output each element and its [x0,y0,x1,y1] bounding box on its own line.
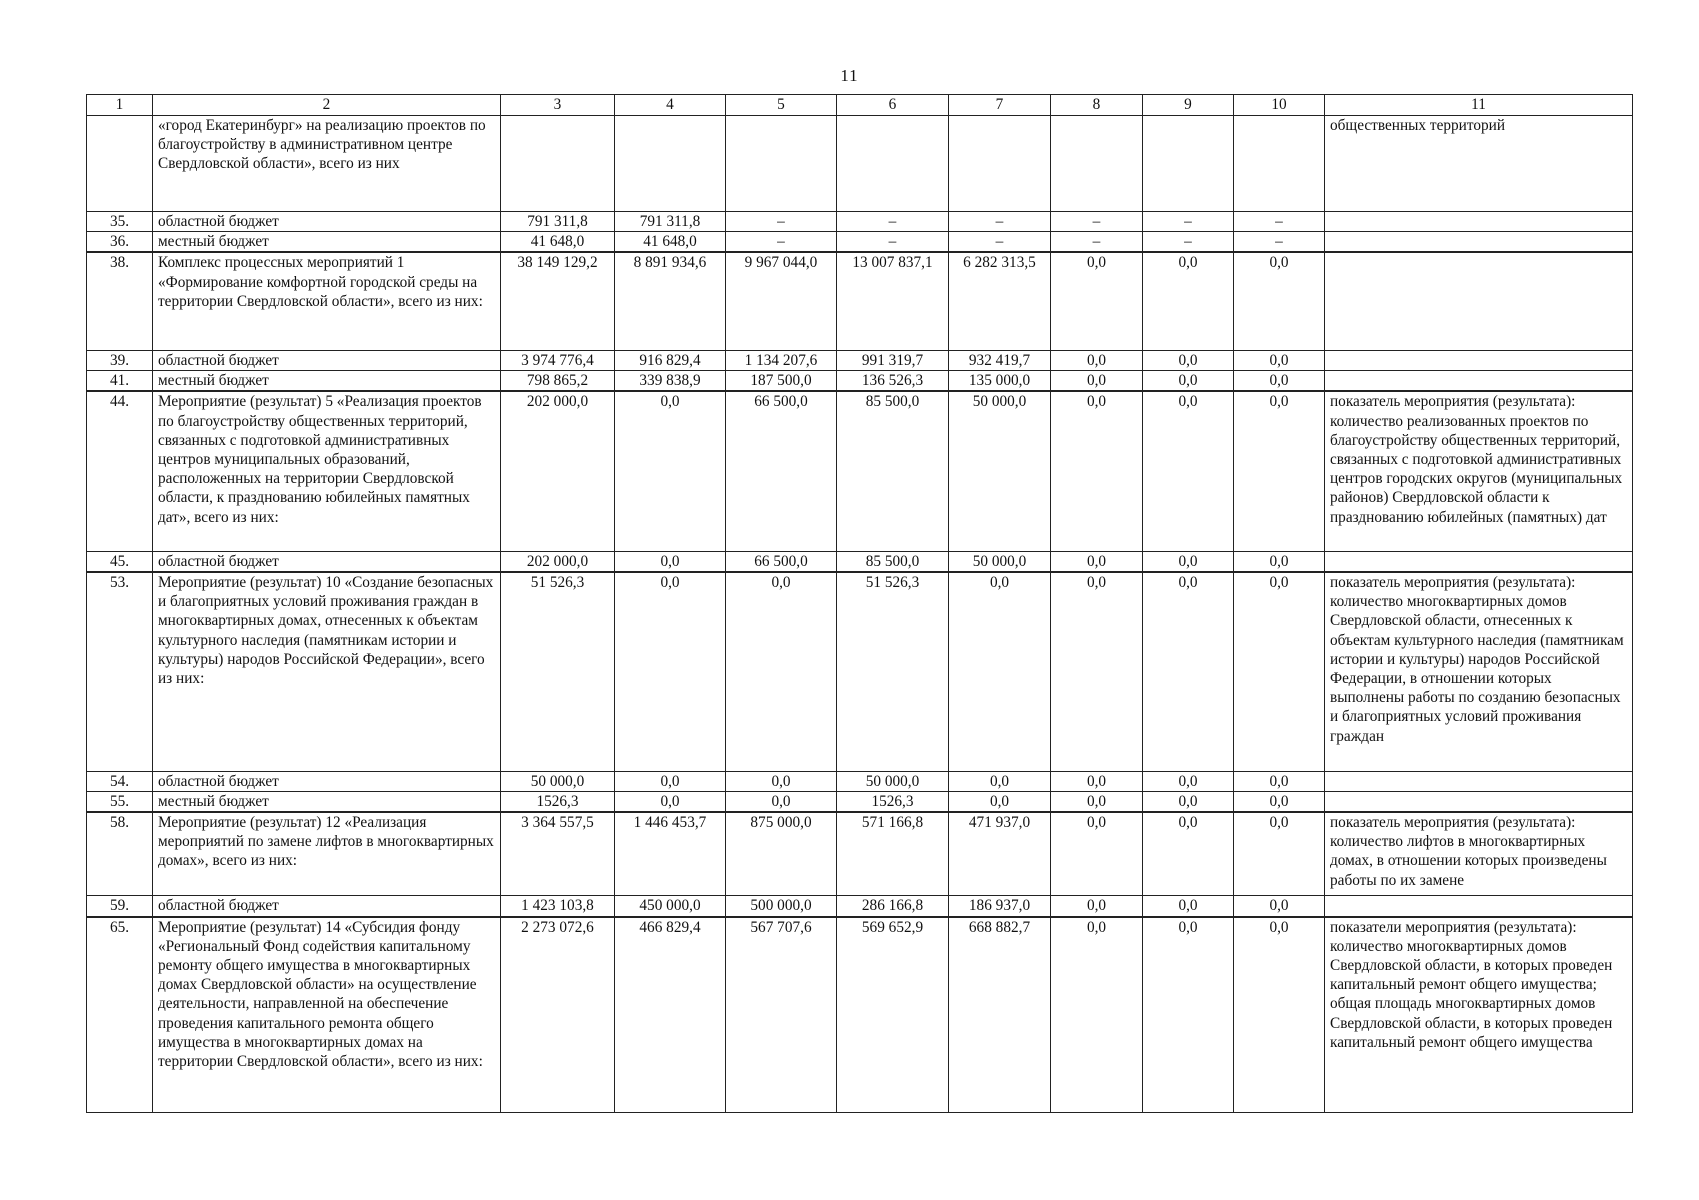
row-value: 50 000,0 [501,771,615,791]
row-value: 0,0 [1051,551,1143,572]
row-value: 50 000,0 [949,551,1051,572]
row-value: – [1143,212,1234,232]
column-header: 5 [726,95,837,116]
row-value: 186 937,0 [949,896,1051,917]
row-value: – [726,212,837,232]
row-value: 66 500,0 [726,551,837,572]
row-number: 38. [87,252,153,350]
row-value: 567 707,6 [726,917,837,1113]
row-value: 1526,3 [501,791,615,812]
row-value [615,116,726,212]
row-value: 875 000,0 [726,812,837,896]
table-row [87,116,1633,212]
header-row [87,95,1633,116]
table-row [87,371,1633,392]
row-name: Мероприятие (результат) 14 «Субсидия фонду «Региональный Фонд содействия капитальному ремонту общего имущества в многоквартирных домах Свердловской области» на осуществление деятельности, направленной на обеспечение проведения капитального ремонта общего имущества в многоквартирных домах на территории Свердловской области», всего из них: [153,917,501,1113]
column-header: 4 [615,95,726,116]
row-value: 0,0 [726,791,837,812]
row-value: 0,0 [615,791,726,812]
row-value: – [726,232,837,253]
row-value: 0,0 [1234,896,1325,917]
row-note [1325,252,1633,350]
row-value: 0,0 [1051,812,1143,896]
row-value: 0,0 [1051,771,1143,791]
row-number: 58. [87,812,153,896]
table-row [87,896,1633,917]
row-note: показатель мероприятия (результата): количество лифтов в многоквартирных домах, в отношении которых произведены работы по их замене [1325,812,1633,896]
row-note [1325,896,1633,917]
row-value: 0,0 [615,572,726,771]
row-value: 51 526,3 [501,572,615,771]
row-value: 0,0 [1143,572,1234,771]
row-value: 1 134 207,6 [726,350,837,370]
row-value: 1 446 453,7 [615,812,726,896]
row-number: 44. [87,391,153,551]
row-name: областной бюджет [153,551,501,572]
row-value: 0,0 [615,551,726,572]
column-header: 1 [87,95,153,116]
row-value: 8 891 934,6 [615,252,726,350]
row-note: общественных территорий [1325,116,1633,212]
row-value: 136 526,3 [837,371,949,392]
row-value: 85 500,0 [837,391,949,551]
row-value: 2 273 072,6 [501,917,615,1113]
row-value: 3 364 557,5 [501,812,615,896]
row-value: 0,0 [1051,391,1143,551]
row-value: 0,0 [1234,812,1325,896]
row-value [1143,116,1234,212]
row-value: 0,0 [615,771,726,791]
row-value: 791 311,8 [615,212,726,232]
row-value: 916 829,4 [615,350,726,370]
row-number: 65. [87,917,153,1113]
column-header: 8 [1051,95,1143,116]
page-number: 11 [840,66,859,85]
row-value: 0,0 [1143,896,1234,917]
row-value: 0,0 [949,791,1051,812]
row-number: 36. [87,232,153,253]
row-value: 0,0 [1143,371,1234,392]
row-name: Комплекс процессных мероприятий 1 «Формирование комфортной городской среды на территории Свердловской области», всего из них: [153,252,501,350]
row-value: 0,0 [726,771,837,791]
column-header: 6 [837,95,949,116]
row-name: областной бюджет [153,212,501,232]
row-number: 54. [87,771,153,791]
row-value: 1526,3 [837,791,949,812]
row-value: – [1143,232,1234,253]
row-value: 500 000,0 [726,896,837,917]
row-note [1325,371,1633,392]
row-value: – [1234,212,1325,232]
row-value: 0,0 [615,391,726,551]
row-value: 0,0 [1234,350,1325,370]
row-value [949,116,1051,212]
row-value: 0,0 [1234,391,1325,551]
row-note [1325,771,1633,791]
table-row [87,252,1633,350]
row-value: 0,0 [1051,791,1143,812]
row-note: показатель мероприятия (результата): количество многоквартирных домов Свердловской области, отнесенных к объектам культурного наследия (памятникам истории и культуры) народов Российской Федерации, в отношении которых выполнены работы по созданию безопасных и благоприятных условий проживания граждан [1325,572,1633,771]
row-value: 0,0 [1143,391,1234,551]
row-value: 571 166,8 [837,812,949,896]
row-value [726,116,837,212]
row-value: 9 967 044,0 [726,252,837,350]
row-value: – [837,212,949,232]
row-note [1325,232,1633,253]
row-value: 0,0 [1234,917,1325,1113]
row-name: областной бюджет [153,896,501,917]
row-value [837,116,949,212]
column-header: 10 [1234,95,1325,116]
row-value: 0,0 [1143,812,1234,896]
row-value: 0,0 [1234,551,1325,572]
row-value: 466 829,4 [615,917,726,1113]
table-row [87,917,1633,1113]
row-number: 35. [87,212,153,232]
row-value [501,116,615,212]
row-value: 0,0 [1234,791,1325,812]
row-name: местный бюджет [153,232,501,253]
table-row [87,350,1633,370]
row-name: областной бюджет [153,350,501,370]
row-note: показатели мероприятия (результата): количество многоквартирных домов Свердловской области, в которых проведен капитальный ремонт общего имущества; общая площадь многоквартирных домов Свердловской области, в которых проведен капитальный ремонт общего имущества [1325,917,1633,1113]
row-name: местный бюджет [153,371,501,392]
row-value: 991 319,7 [837,350,949,370]
row-note [1325,791,1633,812]
row-value: 3 974 776,4 [501,350,615,370]
row-value: 339 838,9 [615,371,726,392]
table-row [87,391,1633,551]
row-note [1325,350,1633,370]
row-name: Мероприятие (результат) 12 «Реализация мероприятий по замене лифтов в многоквартирных домах», всего из них: [153,812,501,896]
row-value: 450 000,0 [615,896,726,917]
row-value [1234,116,1325,212]
row-note [1325,551,1633,572]
row-value: 0,0 [1234,371,1325,392]
row-value: – [1234,232,1325,253]
row-value: 13 007 837,1 [837,252,949,350]
table-row [87,791,1633,812]
row-value: 932 419,7 [949,350,1051,370]
row-note: показатель мероприятия (результата): количество реализованных проектов по благоустройству общественных территорий, связанных с подготовкой административных центров городских округов (муниципальных районов) Свердловской области к празднованию юбилейных (памятных) дат [1325,391,1633,551]
row-value: 286 166,8 [837,896,949,917]
table-row [87,812,1633,896]
row-value: 0,0 [1143,791,1234,812]
row-name: Мероприятие (результат) 5 «Реализация проектов по благоустройству общественных территорий, связанных с подготовкой административных центров муниципальных образований, расположенных на территории Свердловской области, к празднованию юбилейных памятных дат», всего из них: [153,391,501,551]
row-value: 50 000,0 [949,391,1051,551]
row-number: 39. [87,350,153,370]
table-row [87,212,1633,232]
row-number: 55. [87,791,153,812]
row-value [1051,116,1143,212]
row-value: 0,0 [1143,551,1234,572]
row-value: 202 000,0 [501,391,615,551]
table-row [87,771,1633,791]
row-value: 0,0 [1234,771,1325,791]
row-value: 50 000,0 [837,771,949,791]
row-name: областной бюджет [153,771,501,791]
column-header: 11 [1325,95,1633,116]
budget-table [86,94,1633,1113]
row-value: 66 500,0 [726,391,837,551]
row-value: 6 282 313,5 [949,252,1051,350]
row-name: Мероприятие (результат) 10 «Создание безопасных и благоприятных условий проживания граждан в многоквартирных домах, отнесенных к объектам культурного наследия (памятникам истории и культуры) народов Российской Федерации», всего из них: [153,572,501,771]
column-header: 9 [1143,95,1234,116]
row-value: 0,0 [1051,350,1143,370]
row-value: 668 882,7 [949,917,1051,1113]
row-value: 0,0 [1143,350,1234,370]
table-row [87,551,1633,572]
row-value: 38 149 129,2 [501,252,615,350]
row-name: «город Екатеринбург» на реализацию проектов по благоустройству в административном центре Свердловской области», всего из них [153,116,501,212]
column-header: 2 [153,95,501,116]
row-value: 0,0 [1051,371,1143,392]
row-number: 41. [87,371,153,392]
table-row [87,572,1633,771]
row-value: – [837,232,949,253]
column-header: 3 [501,95,615,116]
table-row [87,232,1633,253]
row-value: 187 500,0 [726,371,837,392]
row-value: – [949,232,1051,253]
row-value: – [1051,212,1143,232]
row-number [87,116,153,212]
row-value: 791 311,8 [501,212,615,232]
row-value: 0,0 [1051,917,1143,1113]
row-name: местный бюджет [153,791,501,812]
row-value: 202 000,0 [501,551,615,572]
row-value: 0,0 [949,572,1051,771]
row-value: 0,0 [1143,252,1234,350]
row-number: 45. [87,551,153,572]
row-number: 53. [87,572,153,771]
row-value: 51 526,3 [837,572,949,771]
row-value: 85 500,0 [837,551,949,572]
row-value: 0,0 [949,771,1051,791]
row-value: 41 648,0 [615,232,726,253]
row-value: 135 000,0 [949,371,1051,392]
row-value: 0,0 [1051,896,1143,917]
row-number: 59. [87,896,153,917]
row-value: 0,0 [1143,917,1234,1113]
row-value: 798 865,2 [501,371,615,392]
row-value: 0,0 [1234,572,1325,771]
row-value: 0,0 [726,572,837,771]
row-value: 0,0 [1051,252,1143,350]
column-header: 7 [949,95,1051,116]
row-value: 471 937,0 [949,812,1051,896]
row-value: 0,0 [1143,771,1234,791]
row-value: 569 652,9 [837,917,949,1113]
row-value: 0,0 [1051,572,1143,771]
row-value: 41 648,0 [501,232,615,253]
row-note [1325,212,1633,232]
row-value: – [949,212,1051,232]
row-value: 0,0 [1234,252,1325,350]
row-value: 1 423 103,8 [501,896,615,917]
row-value: – [1051,232,1143,253]
